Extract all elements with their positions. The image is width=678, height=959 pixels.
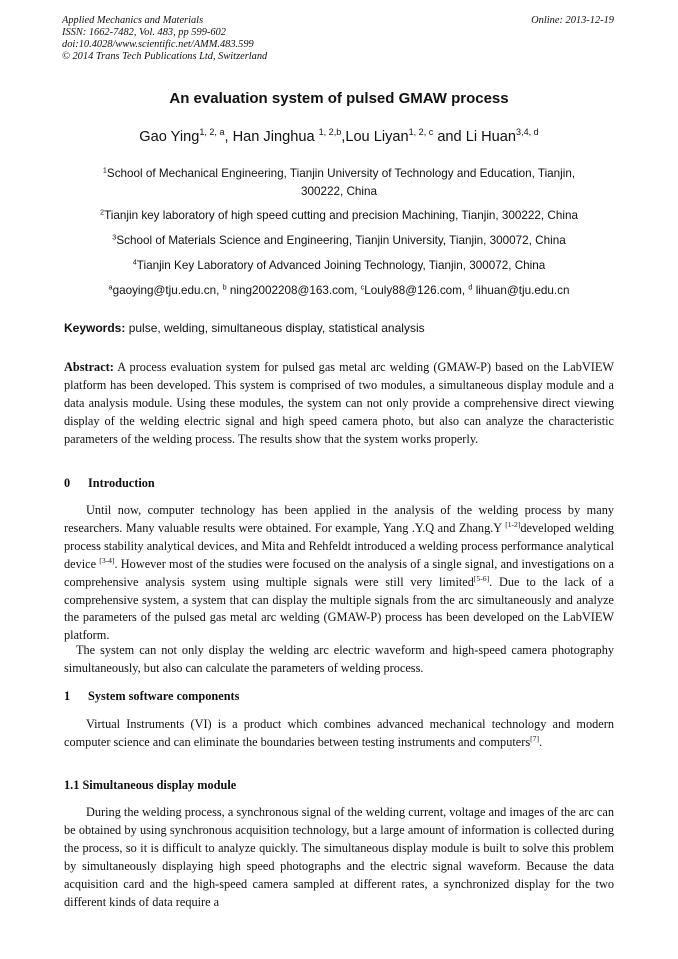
affil-text: 300222, China bbox=[300, 185, 378, 198]
abstract-label: Abstract: bbox=[64, 360, 114, 374]
affil-text: Tianjin key laboratory of high speed cutting and precision Machining, Tianjin, 300222, China bbox=[104, 209, 578, 222]
affiliation-4 bbox=[0, 257, 678, 275]
text: Virtual Instruments (VI) is a product which combines advanced mechanical technology and modern computer science and can eliminate the boundaries between testing instruments and computers bbox=[64, 717, 614, 749]
abstract bbox=[64, 359, 614, 449]
citation: [5-6] bbox=[473, 573, 490, 583]
affil-text: Tianjin Key Laboratory of Advanced Joining Technology, Tianjin, 300072, China bbox=[136, 259, 546, 272]
author-sep: , bbox=[224, 129, 233, 145]
email-sup: a bbox=[108, 282, 113, 292]
journal-header bbox=[62, 15, 267, 63]
intro-paragraph-2: The system can not only display the welding arc electric waveform and high-speed camera photography simultaneously, but also can calculate the parameters of welding process. bbox=[64, 643, 614, 675]
author-affil-sup: 1, 2, c bbox=[408, 127, 434, 138]
text: developed welding process stability analytical devices, and Mita and Rehfeldt introduced a welding process performance analytical device bbox=[64, 520, 614, 571]
author-name: Lou Liyan bbox=[345, 129, 409, 145]
text: . However most of the studies were focused on the analysis of a single signal, and investigations on a comprehensive analysis system using multiple signals were still very limited bbox=[64, 556, 614, 589]
issn-line: ISSN: 1662-7482, Vol. 483, pp 599-602 bbox=[62, 27, 226, 38]
email-sup: b bbox=[222, 282, 227, 292]
copyright-line: © 2014 Trans Tech Publications Ltd, Switzerland bbox=[62, 51, 268, 62]
section-heading-introduction bbox=[64, 476, 155, 491]
citation: [3-4] bbox=[99, 555, 115, 565]
author-name: Li Huan bbox=[465, 129, 517, 145]
keywords-label: Keywords: bbox=[64, 321, 126, 335]
keywords bbox=[64, 321, 425, 335]
email-text: gaoying@tju.edu.cn, bbox=[112, 284, 223, 297]
affiliation-2 bbox=[0, 207, 678, 225]
text: . bbox=[538, 734, 543, 749]
section1-paragraph bbox=[64, 716, 614, 752]
author-name: Han Jinghua bbox=[232, 129, 319, 145]
author-sep: , bbox=[341, 129, 346, 145]
email-text: ning2002208@163.com, bbox=[226, 284, 361, 297]
affil-text: School of Materials Science and Engineering, Tianjin University, Tianjin, 300072, China bbox=[116, 234, 566, 247]
author-list bbox=[0, 129, 678, 145]
section-title: System software components bbox=[88, 689, 240, 703]
doi-line: doi:10.4028/www.scientific.net/AMM.483.599 bbox=[62, 39, 254, 50]
keywords-text: pulse, welding, simultaneous display, statistical analysis bbox=[125, 321, 425, 335]
author-affil-sup: 1, 2,b bbox=[318, 127, 342, 138]
section-number: 0 bbox=[64, 476, 71, 490]
subsection-paragraph: During the welding process, a synchronous signal of the welding current, voltage and images of the arc can be obtained by using synchronous acquisition technology, but a large amount of information is collected during the process, so it is difficult to analyze quickly. The simultaneous display module is built to solve this problem by simultaneously displaying high speed photographs and the electric signal waveform. Because the data acquisition card and the high-speed camera sampled at different rates, a synchronized display for the two different kinds of data require a bbox=[64, 805, 614, 909]
text: Until now, computer technology has been applied in the analysis of the welding process by many researchers. Many valuable results were obtained. For example, Yang .Y.Q and Zhang.Y bbox=[64, 503, 614, 535]
author-affil-sup: 1, 2, a bbox=[199, 127, 225, 138]
text: . Due to the lack of a comprehensive system, a system that can display the multiple signals from the arc simultaneously and analyze the parameters of the pulsed gas metal arc welding (GMAW-P) process has been developed on the LabVIEW platform. bbox=[64, 574, 615, 643]
section-heading-system-software bbox=[64, 689, 239, 704]
affil-sup: 3 bbox=[112, 232, 117, 242]
citation: [7] bbox=[530, 733, 539, 743]
affil-sup: 4 bbox=[132, 257, 137, 267]
email-text: lihuan@tju.edu.cn bbox=[472, 284, 570, 297]
affiliation-3 bbox=[0, 232, 678, 250]
affiliation-1 bbox=[0, 165, 678, 201]
author-affil-sup: 3,4, d bbox=[516, 127, 539, 138]
author-sep: and bbox=[433, 129, 466, 145]
email-sup: d bbox=[468, 282, 473, 292]
abstract-text: A process evaluation system for pulsed gas metal arc welding (GMAW-P) based on the LabVIEW platform has been developed. This system is comprised of two modules, a simultaneous display module and a data analysis module. Using these modules, the system can not only provide a comprehensive direct viewing display of the welding electric signal and high speed camera photo, but also can analyze the characteristic parameters of the welding process. The results show that the system works properly. bbox=[64, 360, 614, 446]
paper-title: An evaluation system of pulsed GMAW process bbox=[169, 90, 509, 107]
online-date: Online: 2013-12-19 bbox=[531, 15, 614, 26]
email-sup: c bbox=[360, 282, 365, 292]
journal-name: Applied Mechanics and Materials bbox=[62, 15, 204, 26]
affil-sup: 1 bbox=[102, 165, 107, 175]
subsection-heading-simultaneous-display: 1.1 Simultaneous display module bbox=[64, 778, 237, 792]
section-number: 1 bbox=[64, 689, 71, 703]
author-name: Gao Ying bbox=[139, 129, 200, 145]
affil-text: School of Mechanical Engineering, Tianjin University of Technology and Education, Tianjin, bbox=[106, 167, 576, 180]
affil-sup: 2 bbox=[100, 207, 105, 217]
citation: [1-2] bbox=[505, 519, 521, 529]
email-text: Louly88@126.com, bbox=[364, 284, 469, 297]
section-title: Introduction bbox=[88, 476, 155, 490]
email-line bbox=[0, 282, 678, 300]
intro-paragraph-1 bbox=[64, 502, 614, 645]
